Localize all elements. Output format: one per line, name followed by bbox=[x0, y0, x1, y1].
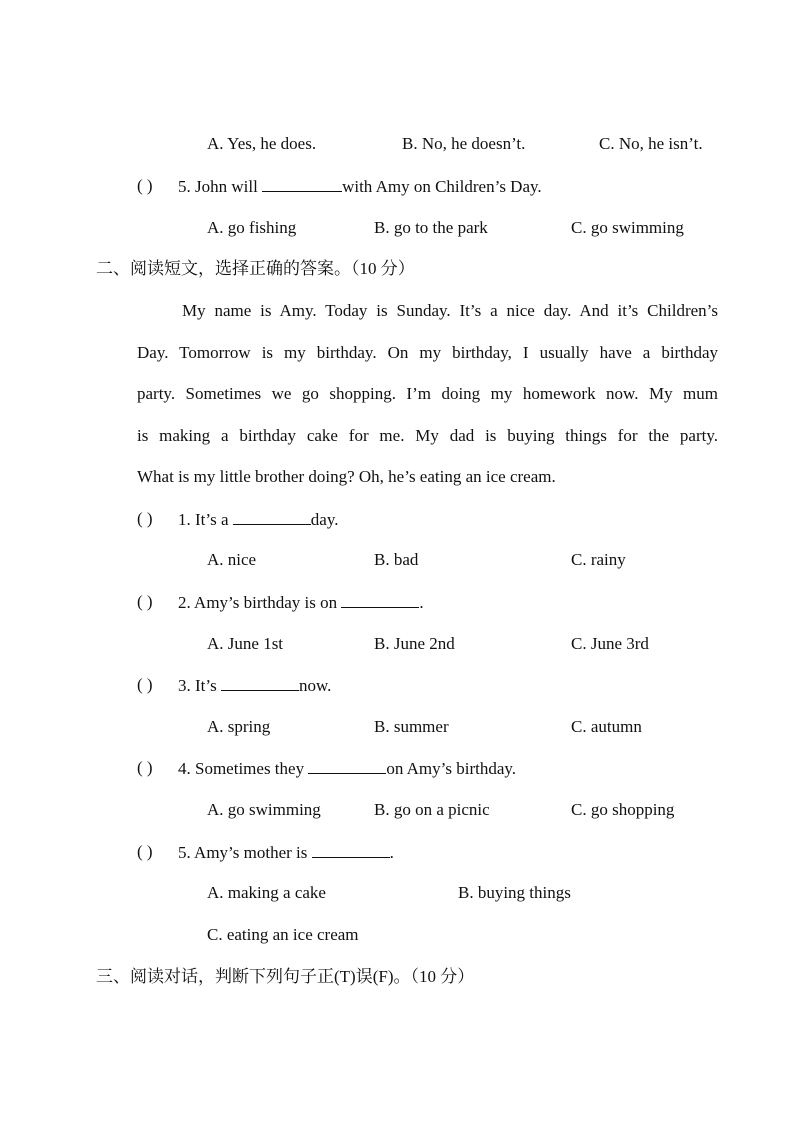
s2-q1-option-a: A. nice bbox=[207, 550, 257, 569]
q5-option-a: A. go fishing bbox=[207, 218, 297, 237]
s2-q3-option-c: C. autumn bbox=[571, 717, 642, 736]
passage-line-1: My name is Amy. Today is Sunday. It’s a nice day. And it’s Children’s bbox=[182, 301, 718, 320]
s2-q2-answer-paren[interactable]: ( ) bbox=[137, 592, 153, 611]
s2-q2-option-c: C. June 3rd bbox=[571, 634, 649, 653]
s2-q5-option-c: C. eating an ice cream bbox=[207, 925, 359, 944]
s2-q5-blank[interactable] bbox=[312, 842, 390, 858]
s2-q1-answer-paren[interactable]: ( ) bbox=[137, 509, 153, 528]
passage-line-5: What is my little brother doing? Oh, he’s eating an ice cream. bbox=[137, 467, 556, 486]
s2-q4-pre: 4. Sometimes they bbox=[178, 759, 309, 778]
q4-option-b: B. No, he doesn’t. bbox=[402, 134, 526, 153]
s2-q5-pre: 5. Amy’s mother is bbox=[178, 843, 312, 862]
s2-q5-question bbox=[178, 842, 394, 863]
s2-q2-post: . bbox=[419, 593, 424, 612]
s2-q1-blank[interactable] bbox=[233, 509, 311, 525]
s2-q3-question bbox=[178, 675, 331, 696]
s2-q2-option-a: A. June 1st bbox=[207, 634, 284, 653]
s2-q5-option-a: A. making a cake bbox=[207, 883, 326, 902]
s2-q4-question bbox=[178, 758, 516, 779]
section3-heading: 三、阅读对话，判断下列句子正(T)误(F)。（10 分） bbox=[96, 967, 475, 986]
q5-option-c: C. go swimming bbox=[571, 218, 684, 237]
section2-heading: 二、阅读短文，选择正确的答案。（10 分） bbox=[96, 259, 415, 278]
s2-q3-post: now. bbox=[298, 676, 332, 695]
q5-question-post: with Amy on Children’s Day. bbox=[342, 177, 542, 196]
passage-line-2: Day. Tomorrow is my birthday. On my birthday, I usually have a birthday bbox=[137, 343, 718, 362]
s2-q1-question bbox=[178, 509, 338, 530]
q5-question-pre: 5. John will bbox=[178, 177, 263, 196]
s2-q5-post: . bbox=[389, 843, 394, 862]
s2-q3-option-a: A. spring bbox=[207, 717, 271, 736]
s2-q5-option-b: B. buying things bbox=[458, 883, 571, 902]
s2-q3-blank[interactable] bbox=[221, 675, 299, 691]
s2-q5-answer-paren[interactable]: ( ) bbox=[137, 842, 153, 861]
s2-q3-option-b: B. summer bbox=[374, 717, 449, 736]
s2-q2-pre: 2. Amy’s birthday is on bbox=[178, 593, 342, 612]
s2-q4-blank[interactable] bbox=[308, 758, 386, 774]
s2-q2-blank[interactable] bbox=[341, 592, 419, 608]
s2-q4-answer-paren[interactable]: ( ) bbox=[137, 758, 153, 777]
s2-q3-pre: 3. It’s bbox=[178, 676, 221, 695]
q5-blank[interactable] bbox=[262, 176, 342, 192]
s2-q4-option-c: C. go shopping bbox=[571, 800, 675, 819]
passage-line-4: is making a birthday cake for me. My dad is buying things for the party. bbox=[137, 426, 718, 445]
s2-q1-pre: 1. It’s a bbox=[178, 510, 233, 529]
s2-q4-post: on Amy’s birthday. bbox=[386, 759, 517, 778]
s2-q4-option-b: B. go on a picnic bbox=[374, 800, 490, 819]
s2-q1-option-c: C. rainy bbox=[571, 550, 626, 569]
q4-option-a: A. Yes, he does. bbox=[207, 134, 317, 153]
s2-q2-option-b: B. June 2nd bbox=[374, 634, 455, 653]
s2-q4-option-a: A. go swimming bbox=[207, 800, 321, 819]
q5-option-b: B. go to the park bbox=[374, 218, 488, 237]
s2-q1-option-b: B. bad bbox=[374, 550, 419, 569]
s2-q3-answer-paren[interactable]: ( ) bbox=[137, 675, 153, 694]
passage-line-3: party. Sometimes we go shopping. I’m doing my homework now. My mum bbox=[137, 384, 718, 403]
s2-q1-post: day. bbox=[310, 510, 339, 529]
s2-q2-question bbox=[178, 592, 424, 613]
q5-question bbox=[178, 176, 542, 197]
q5-answer-paren[interactable]: ( ) bbox=[137, 176, 153, 195]
q4-option-c: C. No, he isn’t. bbox=[599, 134, 703, 153]
